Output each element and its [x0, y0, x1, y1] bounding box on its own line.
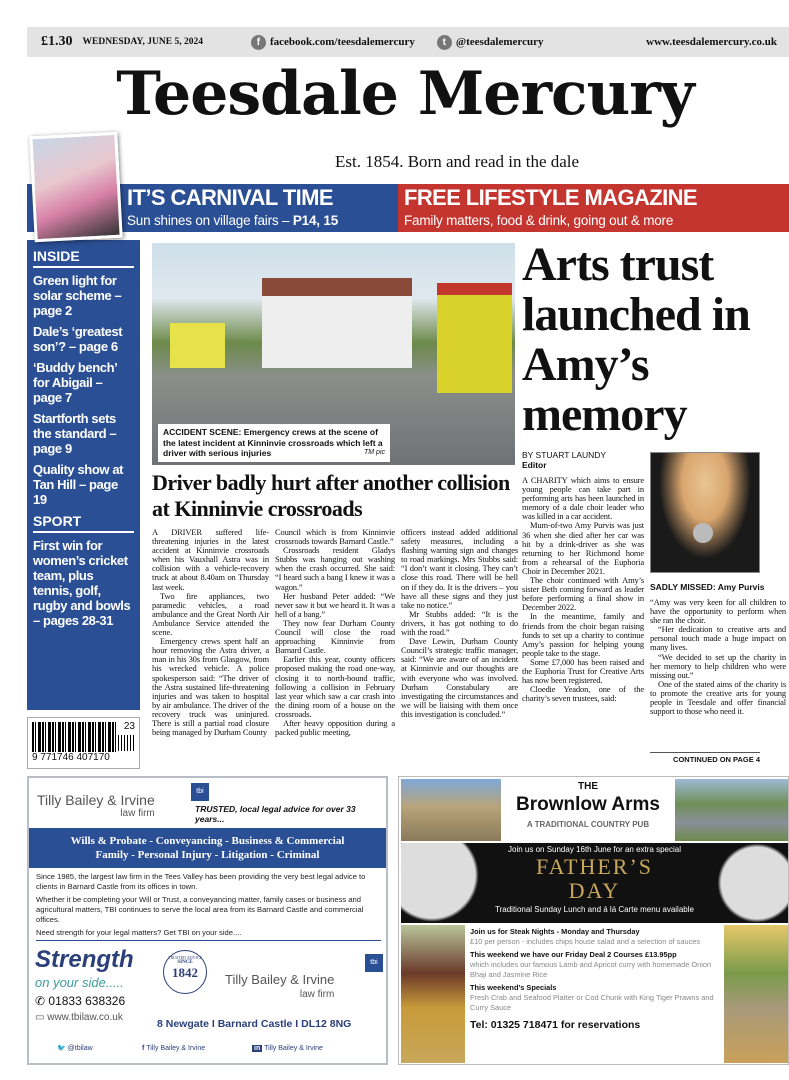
offer-title: This weekend we have our Friday Deal 2 Courses £13.95pp: [470, 950, 677, 959]
seal-top: TRUSTED ADVICE: [168, 955, 202, 960]
village-photo: [675, 779, 788, 841]
offer-desc: which includes our famous Lamb and Apricot curry with homemade Onion Bhaji and Jasmine Rice: [470, 960, 712, 979]
paragraph: After heavy opposition during a packed public meeting,: [275, 717, 395, 738]
paragraph: The choir continued with Amy’s sister Beth coming forward as leader before performing a final show in December 2022.: [522, 575, 644, 613]
monitor-icon: ▭: [35, 1012, 48, 1023]
lead-column-2: [275, 528, 395, 737]
facebook-icon: f: [251, 35, 266, 50]
pub-sub: A TRADITIONAL COUNTRY PUB: [526, 820, 650, 829]
paragraph: Dave Lewin, Durham County Council’s strategic traffic manager, said: “We are aware of an incident at Kinninvie and our thoughts are with everyone who was involved. Durham Constabulary are investigating the circumstances and we will be liaising with them once this investigation is concluded.”: [401, 636, 518, 719]
fathers-intro: Join us on Sunday 16th June for an extra special: [508, 845, 681, 854]
tbi-advert[interactable]: [27, 776, 388, 1065]
tbi-logo-sub: law firm: [120, 808, 155, 819]
barcode: [27, 717, 140, 769]
pub-telephone[interactable]: Tel: 01325 718471 for reservations: [470, 1019, 641, 1031]
services-line: Wills & Probate - Conveyancing - Business & Commercial: [70, 835, 345, 847]
tbi-box-icon: tbi: [365, 954, 383, 972]
barcode-addon: [118, 735, 134, 751]
accident-caption: [158, 424, 390, 462]
paragraph: One of the stated aims of the charity is to promote the creative arts for young people in Teesdale and offer financial support to those who need it.: [650, 678, 786, 717]
tbi-web[interactable]: [35, 1011, 123, 1024]
paragraph: officers instead added additional safety measures, including a flashing warning sign and changes to road markings. Mrs Stubbs said: “I don’t want it closing. They can’t close this road. There will be hell on if they do. It is the drivers – you have all these signs and they just take no notice.”: [401, 527, 518, 610]
paragraph: “Her dedication to creative arts and personal touch made a huge impact on many lives.: [650, 624, 786, 653]
carnival-headline: IT’S CARNIVAL TIME: [127, 185, 333, 210]
issue-date: WEDNESDAY, JUNE 5, 2024: [82, 37, 203, 47]
offer-desc: Fresh Crab and Seafood Platter or Cod Chunk with King Tiger Prawns and Curry Sauce: [470, 993, 714, 1012]
strength-title: Strength: [35, 946, 134, 973]
continued-link[interactable]: CONTINUED ON PAGE 4: [650, 752, 760, 764]
twitter-text: @teesdalemercury: [455, 35, 544, 48]
paragraph: Emergency crews spent half an hour removing the Astra driver, a man in his 30s from Glasgow, from his wrecked vehicle. A police spokesperson said: “The driver of the Astra sustained life-threatening injuries and was taken to hospital by air ambulance. The driver of the recovery truck was uninjured. There is still a partial road closure being managed by Durham County: [152, 636, 269, 738]
tbi-logo-2: [225, 972, 334, 1002]
pub-offers: [470, 927, 722, 1032]
sidebar-item[interactable]: Dale’s ‘greatest son’? – page 6: [33, 324, 123, 354]
fathers-day-banner: [401, 843, 788, 923]
masthead-title: Teesdale Mercury: [116, 59, 694, 129]
tbi-logo-sub: law firm: [299, 989, 335, 1000]
brownlow-arms-advert[interactable]: [398, 776, 789, 1065]
amy-caption: SADLY MISSED: Amy Purvis: [650, 582, 765, 592]
carnival-sub: [127, 211, 398, 230]
sidebar-item-sport[interactable]: First win for women’s cricket team, plus tennis, golf, rugby and bowls – pages 28-31: [33, 538, 131, 628]
tbi-logo: [37, 792, 155, 819]
paragraph: They now fear Durham County Council will close the road approaching Kinninvie from Barnard Castle.: [275, 617, 395, 656]
paragraph: Crossroads resident Gladys Stubbs was hanging out washing when the crash occurred. She said: “I heard such a bang I knew it was a wagon.”: [275, 545, 395, 592]
food-photo-left: [401, 925, 465, 1063]
barcode-bars: [32, 722, 118, 752]
pub-photo: [401, 779, 501, 841]
lifestyle-sub: Family matters, food & drink, going out & more: [404, 213, 674, 228]
microphone: [693, 523, 713, 543]
carnival-sub-text: Sun shines on village fairs –: [127, 213, 293, 228]
paragraph: Her husband Peter added: “We never saw it but we heard it. It was a hell of a bang.”: [275, 590, 395, 619]
seal-year: 1842: [172, 964, 198, 980]
website-link[interactable]: www.teesdalemercury.co.uk: [646, 36, 777, 48]
sidebar-item[interactable]: Quality show at Tan Hill – page 19: [33, 462, 124, 507]
tbi-logo-text: Tilly Bailey & Irvine: [225, 972, 335, 987]
pub-name: Brownlow Arms: [516, 794, 660, 815]
sidebar-item[interactable]: ‘Buddy bench’ for Abigail – page 7: [33, 360, 117, 405]
paragraph: A DRIVER suffered life-threatening injuries in the latest accident at Kinninvie crossroads when his Vauxhall Astra was in collision with a vehicle-recovery truck at about 8.40am on Thursday last week.: [152, 527, 269, 592]
linkedin-icon: in: [254, 1045, 261, 1052]
photo-fire-engine: [437, 283, 512, 393]
paragraph: Cloedie Yeadon, one of the charity’s seven trustees, said:: [522, 684, 644, 704]
carnival-photo: [29, 132, 122, 242]
twitter-link[interactable]: [57, 1044, 142, 1054]
paragraph: In the meantime, family and friends from the choir began raising funds to set up a charity to continue Amy’s passion for helping young people take to the stage.: [522, 611, 644, 658]
facebook-link[interactable]: [251, 35, 415, 50]
facebook-text: facebook.com/teesdalemercury: [269, 35, 415, 48]
seal-since: SINCE: [177, 960, 193, 966]
social-label: Tilly Bailey & Irvine: [264, 1045, 323, 1052]
phone-number: 01833 638326: [48, 994, 126, 1008]
twitter-icon: 🐦: [57, 1045, 68, 1052]
twitter-icon: t: [437, 35, 452, 50]
photo-ambulance: [170, 323, 225, 368]
tbi-body: [36, 872, 381, 941]
offer-title: This weekend’s Specials: [470, 983, 557, 992]
lead-headline[interactable]: Driver badly hurt after another collision at Kinninvie crossroads: [152, 470, 510, 521]
paragraph: Mum-of-two Amy Purvis was just 36 when she died after her car was hit by a drink-driver as she was returning to her Richmond home from a rehearsal of the Euphoria Choir in December 2021.: [522, 520, 644, 576]
twitter-link[interactable]: [437, 35, 544, 50]
arts-trust-headline[interactable]: Arts trust launched in Amy’s memory: [522, 238, 750, 441]
paragraph: A CHARITY which aims to ensure young people can take part in performing arts has been launched in memory of a dale choir leader who was killed in a car accident.: [522, 475, 644, 522]
pub-title-block: [503, 781, 673, 830]
arts-column-1: [522, 476, 644, 703]
arts-column-2-text: [650, 598, 786, 716]
paragraph: Since 1985, the largest law firm in the Tees Valley has been providing the very best legal advice to clients in Barnard Castle from its offices in town.: [36, 872, 366, 891]
facebook-link[interactable]: [142, 1044, 252, 1054]
fathers-menu: Traditional Sunday Lunch and á lá Carte menu available: [495, 905, 694, 914]
photo-house: [262, 278, 412, 368]
social-label: Tilly Bailey & Irvine: [146, 1045, 206, 1052]
lifestyle-banner[interactable]: [398, 184, 789, 232]
tagline: Est. 1854. Born and read in the dale: [335, 152, 580, 171]
paragraph: Council which is from Kinninvie crossroads towards Barnard Castle.”: [275, 527, 395, 547]
paragraph: “Amy was very keen for all children to have the opportunity to perform when she ran the choir.: [650, 597, 786, 626]
tbi-logo-text: Tilly Bailey & Irvine: [37, 792, 155, 808]
social-label: @tbilaw: [67, 1045, 93, 1052]
paragraph: Mr Stubbs added: “It is the drivers, it has got nothing to do with the road.”: [401, 608, 518, 638]
food-photo-right: [724, 925, 788, 1063]
barcode-number: 9 771746 407170: [32, 752, 110, 763]
paragraph: Some £7,000 has been raised and the Euphoria Trust for Creative Arts has now been registered.: [522, 656, 644, 686]
phone-icon: ✆: [35, 994, 49, 1008]
tbi-services: [29, 828, 386, 868]
sidebar-item[interactable]: Startforth sets the standard – page 9: [33, 411, 117, 456]
sidebar-item[interactable]: Green light for solar scheme – page 2: [33, 273, 122, 318]
paragraph: Two fire appliances, two paramedic vehicles, a road ambulance and the Great North Air Ambulance Service attended the scene.: [152, 590, 269, 638]
divider: [36, 940, 381, 941]
amy-purvis-photo: [650, 452, 760, 573]
issue-number: 23: [123, 721, 135, 732]
lead-column-1: [152, 528, 269, 737]
price: £1.30: [41, 34, 73, 49]
offer-title: Join us for Steak Nights - Monday and Thursday: [470, 927, 640, 936]
paragraph: “We decided to set up the charity in her memory to help children who were missing out.”: [650, 651, 786, 680]
carnival-pages: P14, 15: [292, 213, 338, 228]
offer-desc: £10 per person - includes chips house salad and a selection of sauces: [470, 937, 701, 946]
inside-label: INSIDE: [33, 248, 134, 268]
tbi-address: 8 Newgate I Barnard Castle I DL12 8NG: [157, 1018, 352, 1030]
strength-sub: on your side.....: [35, 975, 124, 990]
paragraph: Whether it be completing your Will or Trust, a conveyancing matter, family cases or business and agricultural matters, TBI continues to serve the local area from its Barnard Castle and commercial offices.: [36, 895, 364, 924]
fathers-title-2: DAY: [568, 878, 621, 903]
lifestyle-headline: FREE LIFESTYLE MAGAZINE: [404, 185, 697, 210]
byline-role: Editor: [522, 460, 547, 470]
since-1842-seal: [163, 950, 207, 994]
tbi-social: [57, 1044, 377, 1054]
services-line: Family - Personal Injury - Litigation - Criminal: [95, 849, 320, 861]
byline: [522, 450, 606, 470]
pub-the: THE: [578, 781, 598, 792]
paragraph: Earlier this year, county officers proposed making the road one-way, closing it to north-bound traffic, following a collision in February last year which saw a car crash into the dining room of a house on the crossroads.: [275, 654, 395, 719]
tbi-phone[interactable]: [35, 994, 125, 1009]
web-address: www.tbilaw.co.uk: [47, 1012, 123, 1023]
byline-author: BY STUART LAUNDY: [522, 450, 607, 460]
top-bar: [27, 27, 789, 57]
sport-label: SPORT: [33, 513, 134, 533]
caption-text: ACCIDENT SCENE: Emergency crews at the scene of the latest incident at Kinninvie crossroads which left a driver with serious injuries: [163, 427, 383, 458]
tbi-slogan: TRUSTED, local legal advice for over 33 years...: [195, 804, 356, 824]
tbi-box-icon: tbi: [191, 783, 209, 801]
paragraph: Need strength for your legal matters? Get TBI on your side....: [36, 928, 242, 937]
fathers-title: FATHER’S: [535, 854, 654, 879]
photo-credit: TM pic: [364, 449, 385, 456]
facebook-icon: f: [142, 1045, 147, 1052]
inside-sidebar: [27, 240, 140, 710]
linkedin-link[interactable]: [252, 1044, 323, 1054]
lead-column-3: [401, 528, 518, 719]
